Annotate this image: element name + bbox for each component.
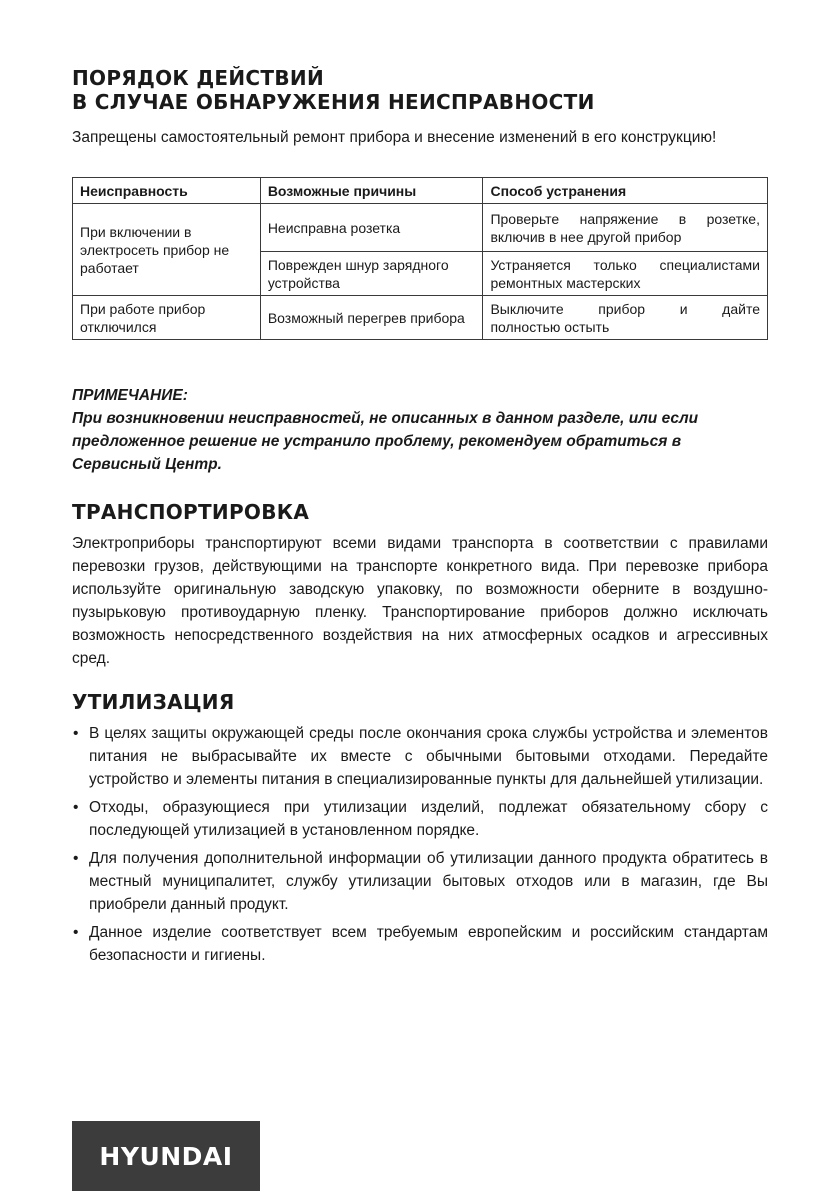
note-line2: предложенное решение не устранило проблему, рекомендуем обратиться в xyxy=(72,433,682,450)
fault-section-title xyxy=(72,66,595,114)
fault-intro-text: Запрещены самостоятельный ремонт прибора и внесение изменений в его конструкцию! xyxy=(72,129,717,146)
list-item-text: Отходы, образующиеся при утилизации изделий, подлежат обязательному сбору с последующей утилизацией в установленном порядке. xyxy=(89,799,768,839)
transport-text: Электроприборы транспортируют всеми видами транспорта в соответствии с правилами перевозки грузов, действующими на транспорте конкретного вида. При перевозке прибора используйте оригинальную заводскую упаковку, по возможности оберните в воздушно-пузырьковую противоударную пленку. Транспортирование приборов должно исключать возможность непосредственного воздействия на них атмосферных осадков и агрессивных сред. xyxy=(72,535,768,667)
note-line1: При возникновении неисправностей, не описанных в данном разделе, или если xyxy=(72,410,699,427)
list-item xyxy=(72,921,768,967)
row1-fault-cell: При включении в электросеть прибор не работает xyxy=(73,204,261,296)
list-item-text: В целях защиты окружающей среды после окончания срока службы устройства и элементов питания не выбрасывайте их вместе с обычными бытовыми отходами. Передайте устройство и элементы питания в специализированные пункты для дальнейшей утилизации. xyxy=(89,725,768,788)
header-causes: Возможные причины xyxy=(260,178,483,204)
transport-section-title: ТРАНСПОРТИРОВКА xyxy=(72,500,310,524)
bullet-icon: • xyxy=(73,924,79,941)
bullet-icon: • xyxy=(73,850,79,867)
fault-title-line2: В СЛУЧАЕ ОБНАРУЖЕНИЯ НЕИСПРАВНОСТИ xyxy=(72,90,595,114)
brand-logo xyxy=(72,1121,260,1191)
row2-fault-cell: При работе прибор отключился xyxy=(73,296,261,340)
note-block xyxy=(72,384,768,476)
fault-table-header-row xyxy=(73,178,768,204)
list-item-text: Данное изделие соответствует всем требуемым европейским и российским стандартам безопасности и гигиены. xyxy=(89,924,768,964)
header-fault: Неисправность xyxy=(73,178,261,204)
brand-logo-text: HYUNDAI xyxy=(99,1141,233,1171)
fault-table xyxy=(72,177,768,340)
list-item xyxy=(72,722,768,791)
row1-fix1-cell: Проверьте напряжение в розетке, включив в нее другой прибор xyxy=(483,204,768,252)
row1-cause2-cell: Поврежден шнур зарядного устройства xyxy=(260,252,483,296)
note-body xyxy=(72,407,768,476)
fault-title-line1: ПОРЯДОК ДЕЙСТВИЙ xyxy=(72,66,324,90)
row1-fix2-cell: Устраняется только специалистами ремонтных мастерских xyxy=(483,252,768,296)
table-row xyxy=(73,296,768,340)
row2-fix-line1: Выключите прибор и дайте xyxy=(490,300,760,317)
bullet-icon: • xyxy=(73,799,79,816)
table-row xyxy=(73,204,768,252)
bullet-icon: • xyxy=(73,725,79,742)
utilization-section-title: УТИЛИЗАЦИЯ xyxy=(72,690,235,714)
note-title: ПРИМЕЧАНИЕ: xyxy=(72,387,188,404)
utilization-list xyxy=(72,722,768,972)
row2-cause-cell: Возможный перегрев прибора xyxy=(260,296,483,340)
header-solution: Способ устранения xyxy=(483,178,768,204)
list-item xyxy=(72,796,768,842)
row2-fix-line2: полностью остыть xyxy=(490,318,610,335)
note-line3: Сервисный Центр. xyxy=(72,456,222,473)
list-item-text: Для получения дополнительной информации об утилизации данного продукта обратитесь в местный муниципалитет, службу утилизации бытовых отходов или в магазин, где Вы приобрели данный продукт. xyxy=(89,850,768,913)
list-item xyxy=(72,847,768,916)
row2-fix-cell xyxy=(483,296,768,340)
row1-cause1-cell: Неисправна розетка xyxy=(260,204,483,252)
